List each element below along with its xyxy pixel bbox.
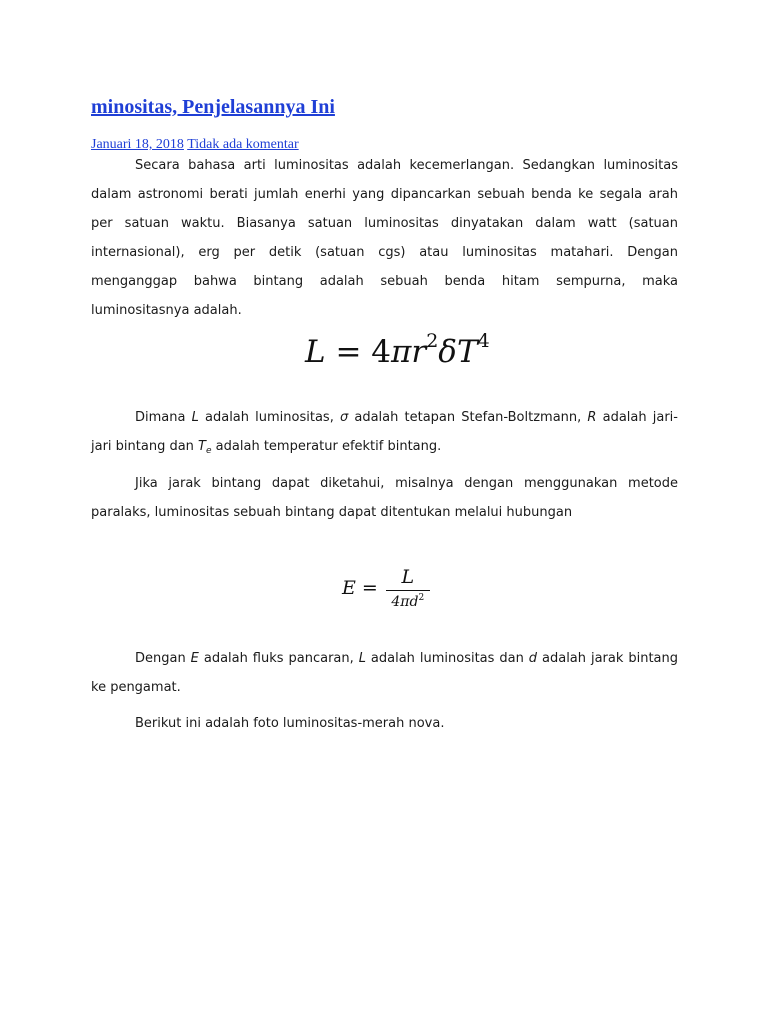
formula-eq: = 4 [325, 334, 391, 370]
formula-delta: δ [438, 334, 457, 370]
paragraph-distance: Jika jarak bintang dapat diketahui, misalnya dengan menggunakan metode paralaks, luminositas sebuah bintang dapat ditentukan melalui hubungan [91, 476, 678, 520]
paragraph-photo: Berikut ini adalah foto luminositas-merah nova. [135, 716, 445, 731]
formula-T: T [456, 334, 478, 370]
formula-E: E [342, 577, 356, 599]
fraction-denominator [391, 591, 424, 610]
formula-pi: π [391, 334, 412, 370]
formula-L: L [305, 334, 326, 370]
paragraph-flux [91, 644, 678, 702]
paragraph-definitions [91, 403, 678, 466]
fraction-numerator: L [401, 566, 415, 588]
luminosity-formula [305, 330, 490, 370]
var-E: E [190, 651, 199, 666]
text-segment: adalah fluks pancaran, [198, 651, 359, 666]
formula-r-exponent: 2 [426, 330, 439, 352]
formula-eq: = [361, 577, 378, 599]
text-segment: adalah jari-jari bintang dan [91, 410, 678, 454]
var-sigma: σ [339, 410, 349, 425]
denominator-exponent: 2 [418, 593, 425, 603]
text-segment: adalah jarak bintang ke pengamat. [91, 651, 678, 695]
var-L: L [358, 651, 366, 666]
fraction [386, 566, 430, 610]
text-segment: Dengan [135, 651, 191, 666]
paragraph-intro: Secara bahasa arti luminositas adalah kecemerlangan. Sedangkan luminositas dalam astronomi berati jumlah enerhi yang dipancarkan sebuah benda ke segala arah per satuan waktu. Biasanya satuan luminositas dinyatakan dalam watt (satuan internasional), erg per detik (satuan cgs) atau luminositas matahari. Dengan menganggap bahwa bintang adalah sebuah benda hitam sempurna, maka luminositasnya adalah. [91, 158, 678, 318]
denominator-text: 4πd [391, 594, 419, 610]
var-T-subscript: e [206, 446, 212, 456]
post-title[interactable]: minositas, Penjelasannya Ini [91, 96, 335, 118]
text-segment: Dimana [135, 410, 192, 425]
post-date-link[interactable]: Januari 18, 2018 [91, 137, 184, 152]
text-segment: adalah tetapan Stefan-Boltzmann, [348, 410, 588, 425]
var-d: d [528, 651, 538, 666]
var-L: L [191, 410, 199, 425]
text-segment: adalah luminositas, [198, 410, 340, 425]
var-R: R [587, 410, 597, 425]
text-segment: adalah temperatur efektif bintang. [211, 439, 442, 454]
formula-T-exponent: 4 [477, 330, 490, 352]
formula-r: r [411, 334, 427, 370]
comments-link[interactable]: Tidak ada komentar [187, 137, 299, 152]
flux-formula [342, 566, 430, 610]
text-segment: adalah luminositas dan [365, 651, 529, 666]
var-T: T [198, 439, 206, 454]
